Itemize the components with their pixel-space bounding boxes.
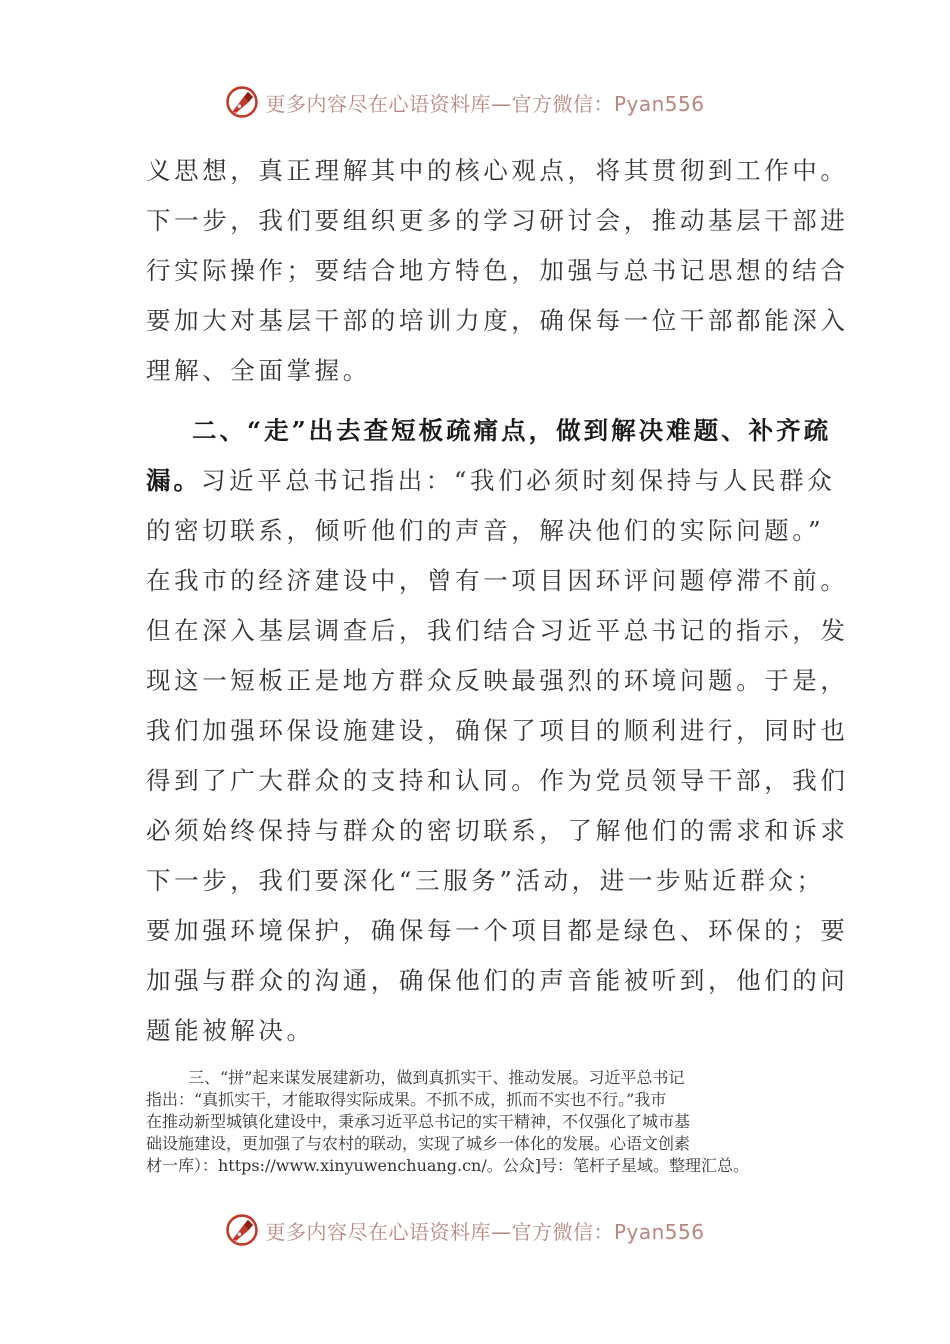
text-line: 题能被解决。 [146,1016,315,1045]
text-line: 要加大对基层干部的培训力度，确保每一位干部都能深入 [146,306,849,335]
document-body [146,146,849,1056]
text-line: 加强与群众的沟通，确保他们的声音能被听到，他们的问 [146,966,849,995]
text-line: 但在深入基层调查后，我们结合习近平总书记的指示，发 [146,616,849,645]
footer-banner-text: 更多内容尽在心语资料库—官方微信：Pyan556 [265,1219,705,1244]
text-line: 在推动新型城镇化建设中，秉承习近平总书记的实干精神，不仅强化了城市基 [146,1112,691,1131]
text-line: 理解、全面掌握。 [146,356,371,385]
text-line: 在我市的经济建设中，曾有一项目因环评问题停滞不前。 [146,566,849,595]
text-line: 行实际操作；要结合地方特色，加强与总书记思想的结合 [146,256,849,285]
text-line: 下一步，我们要组织更多的学习研讨会，推动基层干部进 [146,206,849,235]
text-line: 材一库）：https://www.xinyuwenchuang.cn/。公众]号：笔杆子星域。整理汇总。 [146,1156,749,1175]
text-line: 下一步，我们要深化“三服务”活动，进一步贴近群众； [146,866,825,895]
pen-nib-icon [225,1213,259,1247]
section-3-paragraph [146,1067,822,1177]
text-line: 指出：“真抓实干，才能取得实际成果。不抓不成，抓而不实也不行。”我市 [146,1090,667,1109]
text-line: 础设施建设，更加强了与农村的联动，实现了城乡一体化的发展。心语文创素 [146,1134,691,1153]
header-banner-text: 更多内容尽在心语资料库—官方微信：Pyan556 [265,91,705,116]
header-banner [0,82,950,122]
section-heading-tail: 漏。 [146,466,201,495]
text-line: 要加强环境保护，确保每一个项目都是绿色、环保的；要 [146,916,849,945]
text-line: 我们加强环保设施建设，确保了项目的顺利进行，同时也 [146,716,849,745]
text-line: 现这一短板正是地方群众反映最强烈的环境问题。于是， [146,666,849,695]
section-heading: 二、“走”出去查短板疏痛点，做到解决难题、补齐疏 [192,416,832,445]
text-line: 三、“拼”起来谋发展建新功，做到真抓实干、推动发展。习近平总书记 [188,1068,685,1087]
footer-banner [0,1210,950,1250]
text-line: 得到了广大群众的支持和认同。作为党员领导干部，我们 [146,766,849,795]
text-line: 义思想，真正理解其中的核心观点，将其贯彻到工作中。 [146,156,849,185]
text-line: 的密切联系，倾听他们的声音，解决他们的实际问题。” [146,516,825,545]
pen-nib-icon [225,85,259,119]
text-line [146,456,836,506]
text-span: 习近平总书记指出：“我们必须时刻保持与人民群众 [201,466,836,495]
text-line: 必须始终保持与群众的密切联系，了解他们的需求和诉求 [146,816,849,845]
